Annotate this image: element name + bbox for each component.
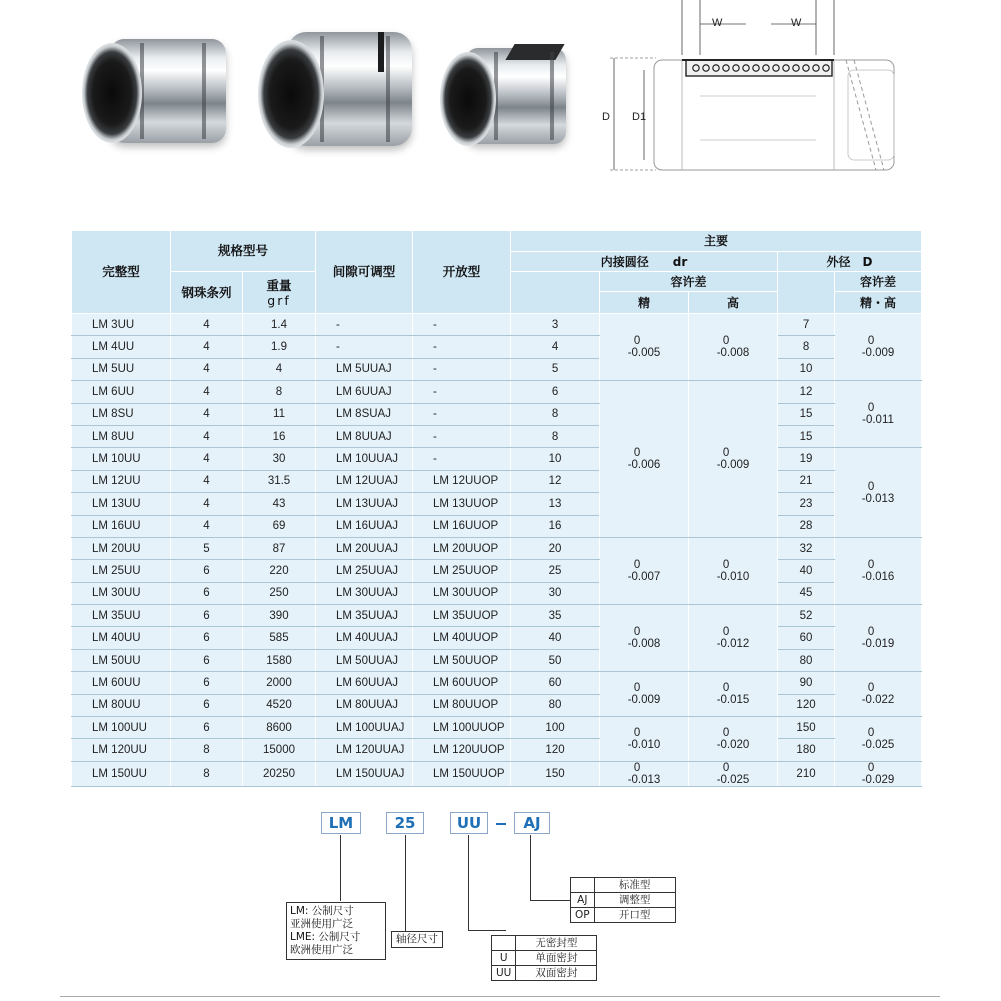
cell-weight: 31.5: [243, 470, 316, 492]
cell-inner-diameter: 40: [511, 627, 600, 649]
cell-balls: 6: [171, 605, 243, 627]
cell-model: LM 3UU: [72, 314, 171, 336]
table-row: [72, 381, 922, 403]
code-part-lm: LM: [321, 812, 361, 834]
bearing-section-drawing: [596, 0, 926, 190]
cell-weight: 8: [243, 381, 316, 403]
cell-adjustable: LM 35UUAJ: [316, 605, 413, 627]
spec-table: [71, 230, 922, 787]
cell-inner-diameter: 60: [511, 672, 600, 694]
cell-weight: 16: [243, 425, 316, 447]
table-row: [72, 493, 922, 515]
cell-open: -: [413, 314, 511, 336]
table-row: [72, 314, 922, 336]
header-weight-unit: grf: [267, 292, 291, 308]
cell-balls: 6: [171, 649, 243, 671]
cell-balls: 4: [171, 358, 243, 380]
connector-lm: [340, 835, 341, 901]
cell-balls: 4: [171, 336, 243, 358]
header-inner-tolerance: 容许差: [600, 272, 778, 292]
cell-open: LM 150UUOP: [413, 761, 511, 786]
cell-inner-tol-high: 0 -0.020: [689, 717, 778, 762]
cell-outer-diameter: 32: [778, 537, 835, 559]
cell-outer-diameter: 23: [778, 493, 835, 515]
cell-weight: 1580: [243, 649, 316, 671]
bearing-photo-adjustable: [258, 30, 418, 155]
code-part-seal: UU: [450, 812, 488, 834]
cell-adjustable: LM 20UUAJ: [316, 537, 413, 559]
cell-balls: 6: [171, 717, 243, 739]
cell-model: LM 8SU: [72, 403, 171, 425]
cell-outer-diameter: 15: [778, 403, 835, 425]
cell-balls: 6: [171, 672, 243, 694]
dim-d: D: [602, 111, 610, 123]
cell-inner-diameter: 120: [511, 739, 600, 761]
cell-model: LM 20UU: [72, 537, 171, 559]
cell-balls: 4: [171, 493, 243, 515]
cell-outer-tol: 0 -0.029: [835, 761, 922, 786]
connector-seal-v: [468, 835, 469, 931]
table-row: [72, 358, 922, 380]
type-options: [570, 877, 676, 923]
cell-model: LM 50UU: [72, 649, 171, 671]
cell-weight: 1.9: [243, 336, 316, 358]
cell-inner-tol-precise: 0 -0.008: [600, 605, 689, 672]
cell-adjustable: LM 16UUAJ: [316, 515, 413, 537]
cell-balls: 4: [171, 381, 243, 403]
cell-model: LM 35UU: [72, 605, 171, 627]
cell-open: -: [413, 358, 511, 380]
table-row: [72, 560, 922, 582]
cell-inner-diameter: 13: [511, 493, 600, 515]
cell-outer-tol: 0 -0.025: [835, 717, 922, 762]
spec-table-body: [72, 314, 922, 787]
cell-weight: 4: [243, 358, 316, 380]
cell-model: LM 80UU: [72, 694, 171, 716]
header-inner-blank: [511, 272, 600, 314]
cell-outer-diameter: 52: [778, 605, 835, 627]
cell-inner-diameter: 5: [511, 358, 600, 380]
cell-outer-diameter: 80: [778, 649, 835, 671]
cell-inner-tol-high: 0 -0.012: [689, 605, 778, 672]
cell-inner-diameter: 3: [511, 314, 600, 336]
cell-open: -: [413, 425, 511, 447]
cell-model: LM 10UU: [72, 448, 171, 470]
cell-model: LM 25UU: [72, 560, 171, 582]
header-spec: 规格型号: [171, 231, 316, 272]
cell-open: LM 16UUOP: [413, 515, 511, 537]
cell-outer-diameter: 19: [778, 448, 835, 470]
cell-balls: 4: [171, 314, 243, 336]
header-model: 完整型: [72, 231, 171, 314]
cell-weight: 87: [243, 537, 316, 559]
cell-weight: 2000: [243, 672, 316, 694]
cell-open: LM 60UUOP: [413, 672, 511, 694]
cell-balls: 5: [171, 537, 243, 559]
table-row: [72, 537, 922, 559]
seal-option-none: 无密封型: [492, 936, 597, 951]
table-row: [72, 336, 922, 358]
cell-model: LM 5UU: [72, 358, 171, 380]
cell-adjustable: LM 30UUAJ: [316, 582, 413, 604]
cell-outer-tol: 0 -0.009: [835, 314, 922, 381]
size-note: 轴径尺寸: [391, 931, 443, 948]
connector-type-h: [530, 900, 570, 901]
cell-model: LM 150UU: [72, 761, 171, 786]
cell-model: LM 4UU: [72, 336, 171, 358]
cell-weight: 20250: [243, 761, 316, 786]
cell-adjustable: LM 8UUAJ: [316, 425, 413, 447]
table-row: [72, 739, 922, 761]
cell-inner-tol-precise: 0 -0.005: [600, 314, 689, 381]
header-weight-label: 重量: [266, 277, 292, 293]
cell-adjustable: LM 150UUAJ: [316, 761, 413, 786]
cell-inner-tol-high: 0 -0.010: [689, 537, 778, 604]
header-main: 主要: [511, 231, 922, 252]
cell-balls: 6: [171, 560, 243, 582]
lm-note-line-2: 亚洲使用广泛: [290, 918, 353, 930]
cell-outer-diameter: 180: [778, 739, 835, 761]
cell-inner-diameter: 8: [511, 425, 600, 447]
bearing-photo-open: [440, 38, 580, 153]
cell-outer-diameter: 210: [778, 761, 835, 786]
cell-outer-diameter: 7: [778, 314, 835, 336]
bearing-photo-closed-small: [82, 35, 232, 150]
cell-weight: 15000: [243, 739, 316, 761]
cell-inner-diameter: 20: [511, 537, 600, 559]
cell-open: LM 80UUOP: [413, 694, 511, 716]
cell-open: -: [413, 448, 511, 470]
table-row: [72, 605, 922, 627]
cell-inner-tol-high: 0 -0.025: [689, 761, 778, 786]
cell-open: LM 40UUOP: [413, 627, 511, 649]
cell-adjustable: LM 25UUAJ: [316, 560, 413, 582]
cell-balls: 6: [171, 694, 243, 716]
cell-inner-diameter: 25: [511, 560, 600, 582]
bottom-divider: [60, 996, 940, 997]
cell-inner-diameter: 12: [511, 470, 600, 492]
cell-adjustable: LM 80UUAJ: [316, 694, 413, 716]
cell-inner-tol-high: 0 -0.008: [689, 314, 778, 381]
cell-inner-diameter: 50: [511, 649, 600, 671]
cell-inner-diameter: 30: [511, 582, 600, 604]
cell-adjustable: -: [316, 336, 413, 358]
cell-open: LM 30UUOP: [413, 582, 511, 604]
code-part-type: AJ: [514, 812, 550, 834]
cell-weight: 1.4: [243, 314, 316, 336]
header-adjustable: 间隙可调型: [316, 231, 413, 314]
cell-open: LM 20UUOP: [413, 537, 511, 559]
cell-balls: 4: [171, 425, 243, 447]
cell-weight: 585: [243, 627, 316, 649]
lm-note-line-4: 欧洲使用广泛: [290, 944, 353, 956]
cell-inner-tol-precise: 0 -0.006: [600, 381, 689, 538]
cell-open: LM 120UUOP: [413, 739, 511, 761]
seal-options: [491, 935, 597, 981]
cell-inner-tol-precise: 0 -0.013: [600, 761, 689, 786]
connector-seal-h: [468, 930, 506, 931]
cell-outer-diameter: 120: [778, 694, 835, 716]
header-inner-diameter: 内接圆径 dr: [511, 252, 778, 272]
cell-outer-diameter: 60: [778, 627, 835, 649]
table-row: [72, 515, 922, 537]
cell-model: LM 60UU: [72, 672, 171, 694]
lm-note-line-1: LM: 公制尺寸: [290, 905, 354, 917]
technical-drawing: [596, 0, 926, 190]
lm-note: [286, 902, 386, 960]
cell-model: LM 120UU: [72, 739, 171, 761]
code-dash: [496, 823, 506, 825]
cell-outer-diameter: 90: [778, 672, 835, 694]
cell-balls: 6: [171, 582, 243, 604]
type-option-open: OP 开口型: [571, 908, 676, 923]
dim-w-right: W: [791, 17, 802, 29]
cell-open: -: [413, 336, 511, 358]
connector-type-v: [530, 835, 531, 901]
cell-model: LM 100UU: [72, 717, 171, 739]
cell-outer-diameter: 28: [778, 515, 835, 537]
cell-inner-diameter: 35: [511, 605, 600, 627]
cell-weight: 220: [243, 560, 316, 582]
cell-model: LM 6UU: [72, 381, 171, 403]
cell-inner-tol-precise: 0 -0.007: [600, 537, 689, 604]
cell-adjustable: LM 40UUAJ: [316, 627, 413, 649]
table-row: [72, 470, 922, 492]
cell-model: LM 30UU: [72, 582, 171, 604]
cell-adjustable: LM 13UUAJ: [316, 493, 413, 515]
cell-outer-diameter: 45: [778, 582, 835, 604]
table-row: [72, 717, 922, 739]
cell-inner-diameter: 150: [511, 761, 600, 786]
cell-weight: 43: [243, 493, 316, 515]
table-row: [72, 672, 922, 694]
seal-option-single: U 单面密封: [492, 951, 597, 966]
cell-model: LM 12UU: [72, 470, 171, 492]
seal-option-double: UU 双面密封: [492, 966, 597, 981]
cell-adjustable: LM 5UUAJ: [316, 358, 413, 380]
dim-d1: D1: [632, 111, 647, 123]
table-row: [72, 448, 922, 470]
type-option-adjustable: AJ 调整型: [571, 893, 676, 908]
table-row: [72, 627, 922, 649]
cell-adjustable: -: [316, 314, 413, 336]
cell-inner-tol-precise: 0 -0.010: [600, 717, 689, 762]
cell-weight: 8600: [243, 717, 316, 739]
cell-outer-diameter: 21: [778, 470, 835, 492]
header-outer-blank: [778, 272, 835, 314]
cell-model: LM 13UU: [72, 493, 171, 515]
cell-inner-diameter: 80: [511, 694, 600, 716]
cell-open: -: [413, 403, 511, 425]
cell-outer-tol: 0 -0.011: [835, 381, 922, 448]
cell-outer-diameter: 150: [778, 717, 835, 739]
lm-note-line-3: LME: 公制尺寸: [290, 931, 361, 943]
connector-size: [405, 835, 406, 932]
header-open: 开放型: [413, 231, 511, 314]
cell-adjustable: LM 100UUAJ: [316, 717, 413, 739]
dim-w-left: W: [712, 17, 723, 29]
cell-balls: 4: [171, 448, 243, 470]
cell-adjustable: LM 10UUAJ: [316, 448, 413, 470]
header-precise-high: 精・高: [835, 292, 922, 314]
header-high: 高: [689, 292, 778, 314]
cell-open: LM 35UUOP: [413, 605, 511, 627]
cell-weight: 250: [243, 582, 316, 604]
cell-weight: 4520: [243, 694, 316, 716]
cell-model: LM 40UU: [72, 627, 171, 649]
cell-inner-diameter: 6: [511, 381, 600, 403]
table-row: [72, 403, 922, 425]
cell-adjustable: LM 8SUAJ: [316, 403, 413, 425]
cell-outer-tol: 0 -0.022: [835, 672, 922, 717]
cell-inner-diameter: 100: [511, 717, 600, 739]
table-row: [72, 761, 922, 786]
header-outer-diameter: 外径 D: [778, 252, 922, 272]
cell-outer-diameter: 15: [778, 425, 835, 447]
cell-outer-tol: 0 -0.019: [835, 605, 922, 672]
cell-adjustable: LM 120UUAJ: [316, 739, 413, 761]
cell-adjustable: LM 6UUAJ: [316, 381, 413, 403]
cell-balls: 6: [171, 627, 243, 649]
cell-outer-tol: 0 -0.013: [835, 448, 922, 538]
header-balls: 钢珠条列: [171, 272, 243, 314]
cell-open: LM 25UUOP: [413, 560, 511, 582]
code-part-size: 25: [386, 812, 424, 834]
cell-inner-diameter: 16: [511, 515, 600, 537]
cell-balls: 4: [171, 470, 243, 492]
cell-adjustable: LM 50UUAJ: [316, 649, 413, 671]
table-row: [72, 694, 922, 716]
table-row: [72, 582, 922, 604]
header-outer-tolerance: 容许差: [835, 272, 922, 292]
cell-outer-diameter: 12: [778, 381, 835, 403]
cell-open: LM 12UUOP: [413, 470, 511, 492]
cell-inner-tol-precise: 0 -0.009: [600, 672, 689, 717]
cell-inner-diameter: 4: [511, 336, 600, 358]
cell-weight: 11: [243, 403, 316, 425]
cell-balls: 4: [171, 515, 243, 537]
cell-inner-diameter: 8: [511, 403, 600, 425]
cell-open: LM 13UUOP: [413, 493, 511, 515]
table-row: [72, 649, 922, 671]
cell-outer-diameter: 10: [778, 358, 835, 380]
header-precise: 精: [600, 292, 689, 314]
cell-open: -: [413, 381, 511, 403]
cell-inner-diameter: 10: [511, 448, 600, 470]
cell-model: LM 8UU: [72, 425, 171, 447]
cell-open: LM 50UUOP: [413, 649, 511, 671]
cell-balls: 8: [171, 739, 243, 761]
cell-weight: 390: [243, 605, 316, 627]
cell-adjustable: LM 60UUAJ: [316, 672, 413, 694]
cell-inner-tol-high: 0 -0.015: [689, 672, 778, 717]
cell-open: LM 100UUOP: [413, 717, 511, 739]
cell-adjustable: LM 12UUAJ: [316, 470, 413, 492]
cell-balls: 8: [171, 761, 243, 786]
cell-outer-diameter: 40: [778, 560, 835, 582]
cell-inner-tol-high: 0 -0.009: [689, 381, 778, 538]
cell-outer-tol: 0 -0.016: [835, 537, 922, 604]
cell-weight: 69: [243, 515, 316, 537]
cell-balls: 4: [171, 403, 243, 425]
type-option-standard: 标准型: [571, 878, 676, 893]
table-row: [72, 425, 922, 447]
cell-weight: 30: [243, 448, 316, 470]
header-weight: [243, 272, 316, 314]
cell-model: LM 16UU: [72, 515, 171, 537]
cell-outer-diameter: 8: [778, 336, 835, 358]
